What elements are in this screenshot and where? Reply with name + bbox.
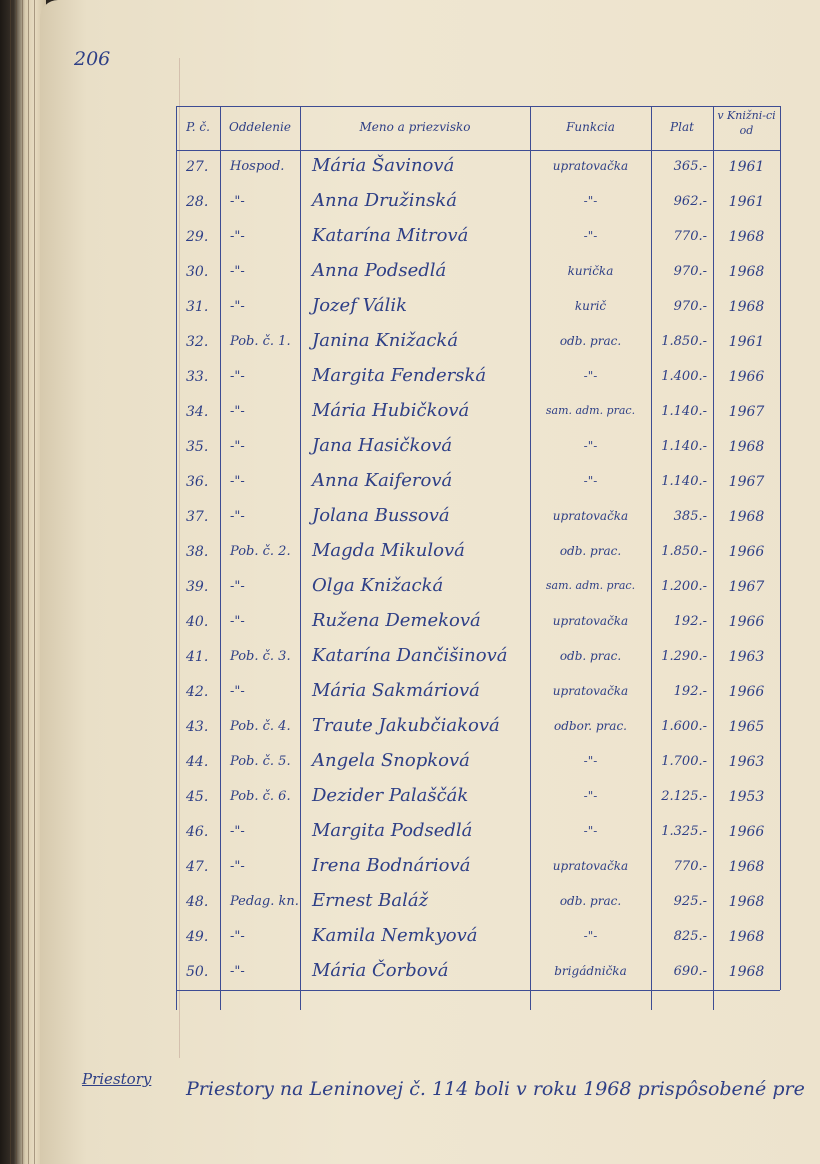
table-row bbox=[176, 640, 780, 675]
column-rule bbox=[780, 106, 781, 990]
row-department: -"- bbox=[230, 929, 245, 944]
row-department: -"- bbox=[230, 859, 245, 874]
row-department: Pob. č. 5. bbox=[230, 754, 291, 769]
table-row bbox=[176, 955, 780, 990]
row-department: -"- bbox=[230, 824, 245, 839]
row-pay: 1.600.- bbox=[661, 719, 707, 734]
row-number: 42. bbox=[186, 684, 209, 700]
row-role: -"- bbox=[583, 754, 598, 768]
header-name: Meno a priezvisko bbox=[359, 120, 471, 134]
margin-note-label: Priestory bbox=[82, 1070, 152, 1088]
row-role: sam. adm. prac. bbox=[545, 579, 636, 592]
row-department: -"- bbox=[230, 369, 245, 384]
row-pay: 1.700.- bbox=[661, 754, 707, 769]
row-name: Katarína Mitrová bbox=[312, 225, 469, 246]
row-since-year: 1963 bbox=[728, 754, 765, 770]
row-since-year: 1967 bbox=[728, 404, 765, 420]
table-row bbox=[176, 430, 780, 465]
table-row bbox=[176, 710, 780, 745]
header-role: Funkcia bbox=[566, 120, 615, 134]
table-row bbox=[176, 360, 780, 395]
row-number: 35. bbox=[186, 439, 209, 455]
row-since-year: 1961 bbox=[728, 334, 765, 350]
row-pay: 770.- bbox=[673, 229, 707, 244]
row-since-year: 1968 bbox=[728, 264, 765, 280]
row-department: Pedag. kn. bbox=[230, 894, 299, 909]
row-pay: 1.140.- bbox=[661, 439, 707, 454]
row-pay: 1.400.- bbox=[661, 369, 707, 384]
row-since-year: 1968 bbox=[728, 229, 765, 245]
row-role: -"- bbox=[583, 474, 598, 488]
row-pay: 1.325.- bbox=[661, 824, 707, 839]
page-edge bbox=[34, 0, 35, 1164]
row-pay: 962.- bbox=[673, 194, 707, 209]
table-row bbox=[176, 395, 780, 430]
row-rule bbox=[176, 106, 780, 107]
row-number: 49. bbox=[186, 929, 209, 945]
row-pay: 1.140.- bbox=[661, 404, 707, 419]
row-pay: 2.125.- bbox=[661, 789, 707, 804]
row-since-year: 1968 bbox=[728, 299, 765, 315]
row-number: 34. bbox=[186, 404, 209, 420]
header-number: P. č. bbox=[186, 120, 210, 134]
row-role: odb. prac. bbox=[559, 544, 622, 558]
row-number: 38. bbox=[186, 544, 209, 560]
row-name: Magda Mikulová bbox=[312, 540, 465, 561]
row-role: odb. prac. bbox=[559, 649, 622, 663]
footer-text: Priestory na Leninovej č. 114 boli v roku 1968 prispôsobené pre bbox=[186, 1078, 805, 1100]
row-pay: 770.- bbox=[673, 859, 707, 874]
row-name: Ernest Baláž bbox=[312, 890, 429, 911]
row-number: 28. bbox=[186, 194, 209, 210]
row-role: -"- bbox=[583, 229, 598, 243]
row-number: 32. bbox=[186, 334, 209, 350]
page-edge bbox=[16, 0, 17, 1164]
row-department: Pob. č. 1. bbox=[230, 334, 291, 349]
row-number: 37. bbox=[186, 509, 209, 525]
row-since-year: 1968 bbox=[728, 509, 765, 525]
row-since-year: 1953 bbox=[728, 789, 765, 805]
row-name: Margita Fenderská bbox=[312, 365, 487, 386]
table-row bbox=[176, 220, 780, 255]
table-row bbox=[176, 185, 780, 220]
row-number: 48. bbox=[186, 894, 209, 910]
row-name: Margita Podsedlá bbox=[312, 820, 473, 841]
row-role: -"- bbox=[583, 824, 598, 838]
row-role: upratovačka bbox=[552, 684, 629, 698]
row-department: Pob. č. 4. bbox=[230, 719, 291, 734]
row-department: -"- bbox=[230, 474, 245, 489]
table-row bbox=[176, 570, 780, 605]
row-department: -"- bbox=[230, 229, 245, 244]
row-name: Irena Bodnáriová bbox=[312, 855, 471, 876]
row-name: Traute Jakubčiaková bbox=[312, 715, 500, 736]
row-department: -"- bbox=[230, 404, 245, 419]
row-pay: 690.- bbox=[673, 964, 707, 979]
row-department: -"- bbox=[230, 509, 245, 524]
row-since-year: 1968 bbox=[728, 859, 765, 875]
row-since-year: 1961 bbox=[728, 159, 765, 175]
table-row bbox=[176, 675, 780, 710]
row-name: Janina Knižacká bbox=[312, 330, 459, 351]
row-role: kurič bbox=[574, 299, 607, 313]
row-name: Ružena Demeková bbox=[312, 610, 481, 631]
row-since-year: 1967 bbox=[728, 474, 765, 490]
row-department: -"- bbox=[230, 439, 245, 454]
row-role: brigádnička bbox=[554, 964, 627, 978]
row-since-year: 1966 bbox=[728, 544, 765, 560]
row-number: 43. bbox=[186, 719, 209, 735]
row-since-year: 1968 bbox=[728, 964, 765, 980]
row-role: upratovačka bbox=[552, 509, 629, 523]
page-number: 206 bbox=[74, 48, 111, 70]
row-since-year: 1966 bbox=[728, 684, 765, 700]
page-edge bbox=[10, 0, 11, 1164]
row-name: Anna Podsedlá bbox=[312, 260, 447, 281]
row-number: 45. bbox=[186, 789, 209, 805]
header-department: Oddelenie bbox=[229, 120, 291, 134]
row-since-year: 1967 bbox=[728, 579, 765, 595]
row-role: upratovačka bbox=[552, 859, 629, 873]
row-pay: 970.- bbox=[673, 299, 707, 314]
table-row bbox=[176, 605, 780, 640]
table-row bbox=[176, 500, 780, 535]
table-row bbox=[176, 920, 780, 955]
row-number: 36. bbox=[186, 474, 209, 490]
row-role: kurička bbox=[567, 264, 614, 278]
row-name: Mária Čorbová bbox=[312, 960, 449, 981]
row-department: -"- bbox=[230, 579, 245, 594]
row-role: -"- bbox=[583, 929, 598, 943]
row-role: upratovačka bbox=[552, 159, 629, 173]
table-row bbox=[176, 465, 780, 500]
page-edge bbox=[22, 0, 23, 1164]
row-department: -"- bbox=[230, 264, 245, 279]
table-row bbox=[176, 150, 780, 185]
header-pay: Plat bbox=[670, 120, 694, 134]
row-number: 40. bbox=[186, 614, 209, 630]
row-department: -"- bbox=[230, 964, 245, 979]
table-row bbox=[176, 290, 780, 325]
table-row bbox=[176, 780, 780, 815]
row-number: 50. bbox=[186, 964, 209, 980]
row-pay: 385.- bbox=[673, 509, 707, 524]
row-role: upratovačka bbox=[552, 614, 629, 628]
row-number: 46. bbox=[186, 824, 209, 840]
row-pay: 1.200.- bbox=[661, 579, 707, 594]
row-since-year: 1963 bbox=[728, 649, 765, 665]
row-since-year: 1965 bbox=[728, 719, 765, 735]
row-role: -"- bbox=[583, 789, 598, 803]
row-department: Pob. č. 3. bbox=[230, 649, 291, 664]
row-name: Mária Sakmáriová bbox=[312, 680, 480, 701]
row-department: -"- bbox=[230, 684, 245, 699]
row-role: sam. adm. prac. bbox=[545, 404, 636, 417]
row-since-year: 1966 bbox=[728, 369, 765, 385]
row-since-year: 1968 bbox=[728, 439, 765, 455]
row-name: Olga Knižacká bbox=[312, 575, 444, 596]
row-department: -"- bbox=[230, 194, 245, 209]
row-pay: 192.- bbox=[673, 614, 707, 629]
row-name: Jana Hasičková bbox=[312, 435, 453, 456]
row-number: 33. bbox=[186, 369, 209, 385]
row-name: Dezider Palaščák bbox=[312, 785, 469, 806]
row-name: Kamila Nemkyová bbox=[312, 925, 478, 946]
row-since-year: 1968 bbox=[728, 894, 765, 910]
row-role: -"- bbox=[583, 439, 598, 453]
row-number: 47. bbox=[186, 859, 209, 875]
row-name: Mária Hubičková bbox=[312, 400, 470, 421]
row-pay: 365.- bbox=[673, 159, 707, 174]
row-number: 44. bbox=[186, 754, 209, 770]
row-pay: 970.- bbox=[673, 264, 707, 279]
row-role: -"- bbox=[583, 194, 598, 208]
row-pay: 1.850.- bbox=[661, 544, 707, 559]
row-pay: 1.290.- bbox=[661, 649, 707, 664]
table-row bbox=[176, 745, 780, 780]
table-row bbox=[176, 815, 780, 850]
row-name: Anna Družinská bbox=[312, 190, 457, 211]
row-role: odb. prac. bbox=[559, 894, 622, 908]
page-edge bbox=[28, 0, 29, 1164]
row-number: 39. bbox=[186, 579, 209, 595]
header-since: v Knižni-ci od bbox=[717, 109, 776, 137]
row-number: 29. bbox=[186, 229, 209, 245]
table-row bbox=[176, 885, 780, 920]
row-since-year: 1961 bbox=[728, 194, 765, 210]
row-department: Hospod. bbox=[230, 159, 285, 174]
row-department: -"- bbox=[230, 299, 245, 314]
row-name: Anna Kaiferová bbox=[312, 470, 453, 491]
row-name: Jozef Válik bbox=[312, 295, 408, 316]
table-row bbox=[176, 850, 780, 885]
row-role: -"- bbox=[583, 369, 598, 383]
table-row bbox=[176, 325, 780, 360]
row-number: 41. bbox=[186, 649, 209, 665]
row-since-year: 1968 bbox=[728, 929, 765, 945]
table-row bbox=[176, 535, 780, 570]
staff-ledger-table bbox=[176, 106, 780, 1030]
row-name: Katarína Dančišinová bbox=[312, 645, 508, 666]
row-department: -"- bbox=[230, 614, 245, 629]
row-name: Mária Šavinová bbox=[312, 155, 455, 176]
row-number: 31. bbox=[186, 299, 209, 315]
row-rule bbox=[176, 990, 780, 991]
row-pay: 1.850.- bbox=[661, 334, 707, 349]
row-department: Pob. č. 2. bbox=[230, 544, 291, 559]
row-pay: 925.- bbox=[673, 894, 707, 909]
row-number: 30. bbox=[186, 264, 209, 280]
row-role: odbor. prac. bbox=[554, 719, 627, 733]
row-number: 27. bbox=[186, 159, 209, 175]
row-name: Jolana Bussová bbox=[312, 505, 450, 526]
row-pay: 825.- bbox=[673, 929, 707, 944]
row-pay: 192.- bbox=[673, 684, 707, 699]
row-pay: 1.140.- bbox=[661, 474, 707, 489]
row-department: Pob. č. 6. bbox=[230, 789, 291, 804]
row-since-year: 1966 bbox=[728, 614, 765, 630]
row-since-year: 1966 bbox=[728, 824, 765, 840]
row-name: Angela Snopková bbox=[312, 750, 470, 771]
table-row bbox=[176, 255, 780, 290]
row-role: odb. prac. bbox=[559, 334, 622, 348]
